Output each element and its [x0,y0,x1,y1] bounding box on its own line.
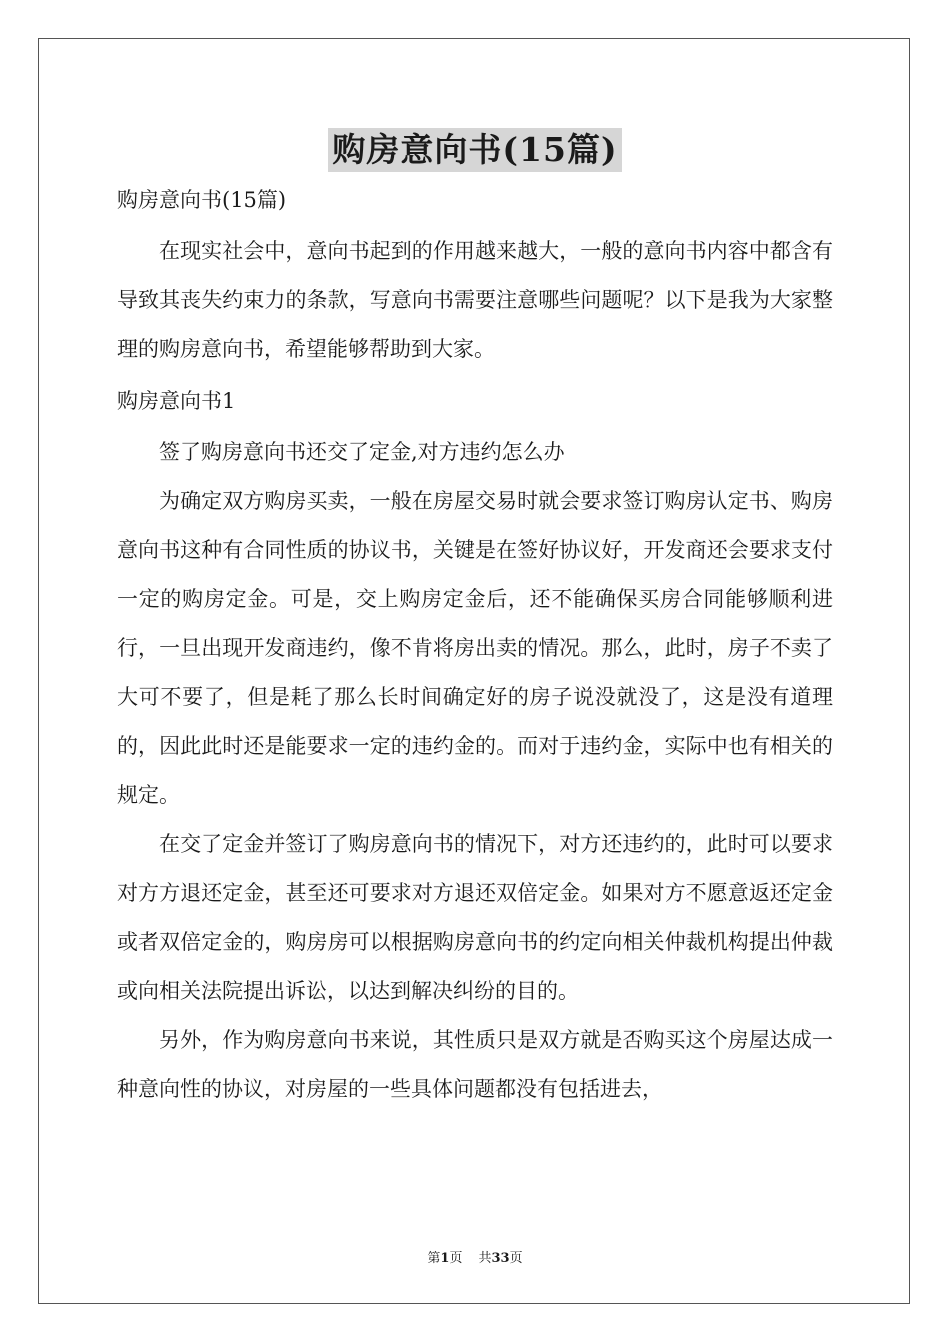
document-title: 购房意向书(15篇) [328,128,621,172]
total-pages: 33 [491,1251,510,1266]
intro-paragraph: 在现实社会中，意向书起到的作用越来越大，一般的意向书内容中都含有导致其丧失约束力的条款，写意向书需要注意哪些问题呢？以下是我为大家整理的购房意向书，希望能够帮助到大家。 [117,239,833,361]
page-prefix: 第 [427,1251,441,1266]
document-body [117,183,833,1114]
section-paragraph: 另外，作为购房意向书来说，其性质只是双方就是否购买这个房屋达成一种意向性的协议，对房屋的一些具体问题都没有包括进去， [117,1028,833,1101]
total-suffix: 页 [509,1251,523,1266]
section-paragraph: 签了购房意向书还交了定金,对方违约怎么办 [159,440,565,464]
total-prefix: 共 [478,1251,492,1266]
section-paragraph: 为确定双方购房买卖，一般在房屋交易时就会要求签订购房认定书、购房意向书这种有合同性质的协议书，关键是在签好协议好，开发商还会要求支付一定的购房定金。可是，交上购房定金后，还不能确保买房合同能够顺利进行，一旦出现开发商违约，像不肯将房出卖的情况。那么，此时，房子不卖了大可不要了，但是耗了那么长时间确定好的房子说没就没了，这是没有道理的，因此此时还是能要求一定的违约金的。而对于违约金，实际中也有相关的规定。 [117,489,833,807]
section-paragraph: 在交了定金并签订了购房意向书的情况下，对方还违约的，此时可以要求对方方退还定金，甚至还可要求对方退还双倍定金。如果对方不愿意返还定金或者双倍定金的，购房房可以根据购房意向书的约定向相关仲裁机构提出仲裁或向相关法院提出诉讼，以达到解决纠纷的目的。 [117,832,833,1003]
section-heading: 购房意向书1 [117,389,236,413]
page-suffix: 页 [449,1251,463,1266]
page-footer [0,1247,950,1266]
document-subtitle: 购房意向书(15篇) [117,188,287,212]
title-container [0,128,950,172]
page-number: 1 [440,1251,450,1266]
